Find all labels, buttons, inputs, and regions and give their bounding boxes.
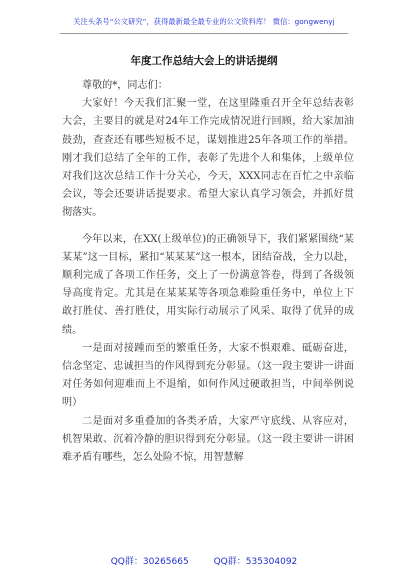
footer-qq-group-1: QQ群：30265665 (110, 557, 189, 567)
footer-contacts (0, 554, 408, 567)
promo-banner: 关注头条号“公文研究”，获得最新最全最专业的公文资料库！ 微信：gongwenyj (73, 17, 335, 26)
paragraph-opening: 大家好！今天我们汇聚一堂，在这里隆重召开全年总结表彰大会，主要目的就是对24年工作完成情况进行回顾，给大家加油鼓劲，查查还有哪些短板不足，谋划推进25年各项工作的举措。刚才我们总结了全年的工作，表彰了先进个人和集体，上级单位对我们这次总结工作十分关心，今天，XXX同志在百忙之中亲临会议，等会还要讲话提要求。希望大家认真学习领会，并抓好贯彻落实。 (62, 98, 354, 219)
salutation: 尊敬的*，同志们： (82, 80, 168, 91)
paragraph-point-one: 一是面对接踵而至的繁重任务，大家不惧艰难、砥砺奋进，信念坚定、忠诚担当的作风得到充分彰显。（这一段主要讲一讲面对任务如何迎难而上不退缩，如何作风过硬敢担当，中间举例说明） (62, 342, 354, 409)
paragraph-point-two: 二是面对多重叠加的各类矛盾，大家严守底线、从容应对，机智果敢、沉着冷静的胆识得到充分彰显。（这一段主要讲一讲困难矛盾有哪些，怎么处险不惊，用智慧解 (62, 415, 354, 464)
footer-qq-group-2: QQ群：535304092 (213, 557, 298, 567)
banner-divider (60, 33, 348, 34)
document-body (62, 77, 354, 467)
document-title: 年度工作总结大会上的讲话提纲 (130, 55, 278, 67)
paragraph-gap (62, 223, 354, 231)
paragraph-review: 今年以来，在XX(上级单位)的正确领导下，我们紧紧围绕“某某某”这一目标，紧扣“某某某”这一根本，团结奋战，全力以赴，顺利完成了各项工作任务，交上了一份满意答卷，得到了各级领导高度肯定。尤其是在某某某等各项急难险重任务中，单位上下敢打胜仗、善打胜仗，用实际行动展示了风采、取得了优异的成绩。 (62, 233, 354, 336)
